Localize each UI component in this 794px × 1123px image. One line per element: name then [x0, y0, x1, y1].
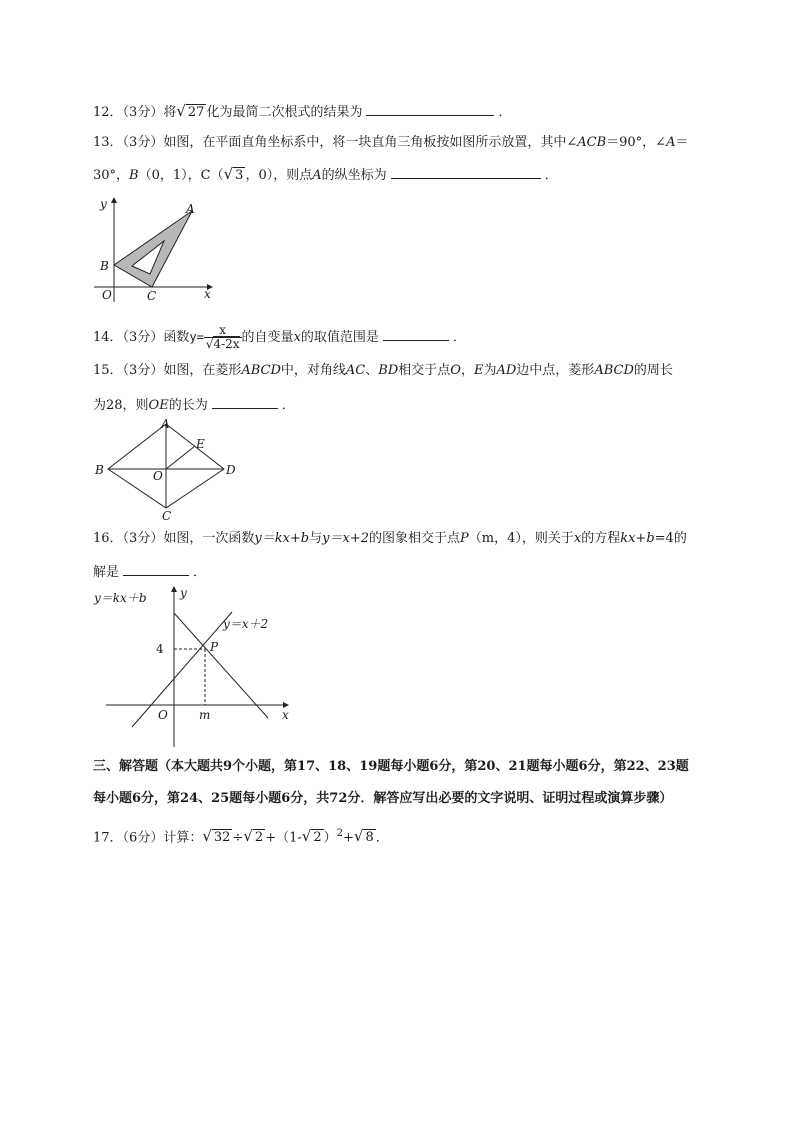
figure-15-rhombus — [92, 417, 242, 523]
radical: √ 8 — [353, 827, 374, 846]
section-heading-line1: 三、解答题（本大题共9个小题，第17、18、19题每小题6分，第20、21题每小题6分，第22、23题 — [93, 759, 689, 774]
label-y: y — [180, 586, 187, 600]
label-O: O — [158, 708, 168, 722]
label-D: D — [226, 463, 236, 477]
segment-oe — [166, 446, 195, 469]
label-A: A — [161, 417, 170, 431]
label-E: E — [196, 437, 205, 451]
radical: √ 32 — [202, 827, 231, 846]
question-number: 13． — [93, 135, 123, 150]
radical: √ 2 — [243, 827, 264, 846]
question-number: 15． — [93, 363, 123, 378]
question-16-line1: 16．（3分）如图，一次函数y＝kx+b与y＝x+2的图象相交于点P（m，4），则关于x的方程kx+b=4的 — [93, 531, 687, 546]
question-13-line2: 30°，B（0，1），C（√ 3 ，0），则点A的纵坐标为 ． — [93, 165, 558, 183]
answer-blank[interactable] — [123, 563, 189, 576]
score: （3分） — [122, 363, 164, 378]
question-15-line1: 15．（3分）如图，在菱形ABCD中，对角线AC、BD相交于点O，E为AD边中点，菱形ABCD的周长 — [93, 363, 673, 378]
question-15-line2: 为28，则OE的长为 ． — [93, 398, 295, 413]
question-14: 14．（3分）函数y= $\frac{x}{√4-2x}$ 的自变量x的取值范围是 ． — [93, 323, 466, 351]
answer-blank[interactable] — [391, 166, 541, 179]
label-line1: y＝kx＋b — [94, 591, 147, 605]
label-m: m — [199, 708, 211, 722]
score: （3分） — [122, 105, 164, 120]
question-17: 17．（6分）计算：√ 32 ÷√ 2 +（1-√ 2 ）$^2$+√ 8 ． — [93, 827, 389, 846]
question-number: 14． — [93, 330, 123, 345]
label-C: C — [162, 509, 172, 523]
line-x-plus-2 — [132, 612, 232, 727]
score: （3分） — [122, 330, 164, 345]
label-B: B — [95, 463, 104, 477]
label-4: 4 — [156, 642, 164, 656]
score: （3分） — [122, 135, 164, 150]
question-13-line1: 13．（3分）如图，在平面直角坐标系中，将一块直角三角板按如图所示放置，其中∠ACB＝90°，∠A＝ — [93, 135, 689, 150]
score: （6分） — [122, 830, 164, 846]
label-x: x — [204, 287, 211, 301]
question-number: 17． — [93, 830, 123, 846]
question-number: 12． — [93, 105, 123, 120]
label-y: y — [100, 197, 107, 211]
question-12: 12．（3分）将√ 27 化为最简二次根式的结果为 ． — [93, 102, 512, 120]
answer-blank[interactable] — [212, 396, 278, 409]
radical: √ 3 — [223, 165, 244, 183]
question-number: 16． — [93, 531, 123, 546]
label-x: x — [282, 708, 289, 722]
label-A: A — [186, 202, 195, 216]
fraction: $\frac{x}{√4-2x}$ — [205, 323, 240, 351]
question-16-line2: 解是 ． — [93, 565, 207, 580]
label-O: O — [153, 469, 163, 483]
figure-16-graph — [92, 585, 302, 750]
label-C: C — [147, 289, 157, 303]
label-P: P — [210, 640, 219, 654]
radical: √ 2 — [301, 827, 322, 846]
score: （3分） — [122, 531, 164, 546]
answer-blank[interactable] — [366, 103, 494, 116]
figure-13-triangle — [94, 196, 224, 306]
radical: √ 27 — [176, 102, 205, 120]
label-B: B — [100, 259, 109, 273]
answer-blank[interactable] — [383, 328, 449, 341]
label-O: O — [102, 288, 112, 302]
section-heading-line2: 每小题6分，第24、25题每小题6分，共72分．解答应写出必要的文字说明、证明过程或演算步骤） — [93, 791, 673, 806]
label-line2: y＝x＋2 — [223, 617, 269, 631]
